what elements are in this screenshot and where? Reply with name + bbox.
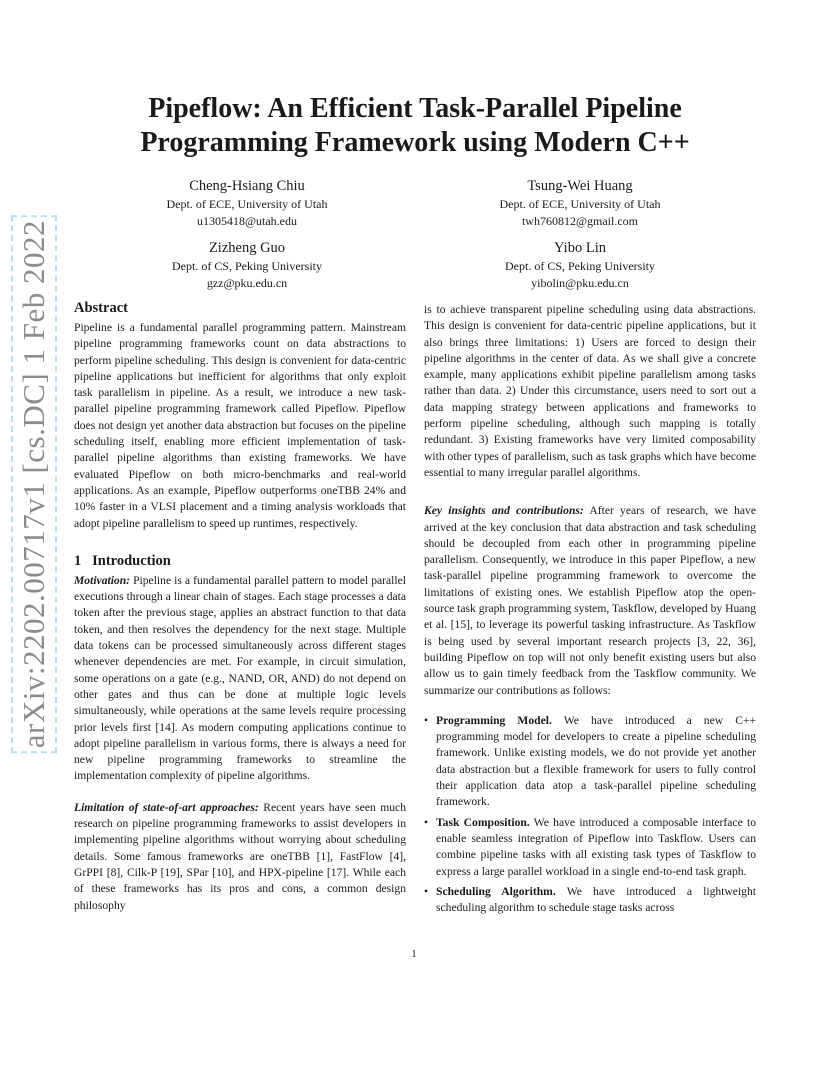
author-name: Yibo Lin: [554, 240, 606, 256]
author-email: gzz@pku.edu.cn: [206, 275, 288, 290]
contribution-text: We have introduced a lightweight scheduling algorithm to schedule stage tasks across: [436, 884, 756, 915]
author-email: twh760812@gmail.com: [521, 213, 639, 228]
author-name: Cheng-Hsiang Chiu: [189, 178, 305, 194]
contribution-label: Programming Model.: [436, 713, 552, 727]
motivation-text: Pipeline is a fundamental parallel pattern to model parallel executions through a linear chain of stages. Each stage processes a data token after the previous stage, applies an abstract function to that data token, and then resolves the dependency for the next stage. Multiple data tokens can be processed simultaneously across different stages whenever dependencies are met. For example, in circuit simulation, some operations on a gate (e.g., NAND, OR, AND) do not depend on other gates and thus can be done at multiple logic levels simultaneously, while operations at the same levels require processing prior levels first [14]. As modern computing applications continue to adopt pipeline parallelism in various forms, there is always a need for new pipeline programming frameworks to streamline the implementation complexity of pipeline algorithms.: [74, 573, 406, 783]
author-block: [97, 238, 397, 291]
author-name: Tsung-Wei Huang: [527, 178, 633, 194]
motivation-lead: Motivation:: [74, 573, 131, 587]
section-title: Introduction: [92, 552, 171, 569]
author-block: [430, 176, 730, 229]
author-affiliation: Dept. of ECE, University of Utah: [499, 197, 661, 211]
author-email: yibolin@pku.edu.cn: [531, 275, 629, 290]
motivation-paragraph: [74, 573, 406, 785]
left-column: [74, 299, 406, 914]
list-item: [424, 713, 756, 811]
arxiv-stamp: [6, 219, 62, 749]
right-column: [424, 302, 756, 920]
insights-paragraph: [424, 503, 756, 699]
abstract-heading: Abstract: [74, 300, 128, 316]
author-affiliation: Dept. of ECE, University of Utah: [166, 197, 328, 211]
author-affiliation: Dept. of CS, Peking University: [505, 259, 655, 273]
author-block: [430, 238, 730, 291]
list-item: [424, 815, 756, 880]
contribution-text: We have introduced a composable interface to enable seamless integration of Pipeflow into Taskflow. Users can combine pipeline tasks with all existing task types of Taskflow to express a large parallel workload in a single end-to-end task graph.: [436, 815, 756, 878]
limitation-lead: Limitation of state-of-art approaches:: [74, 800, 259, 814]
contribution-label: Scheduling Algorithm.: [436, 884, 556, 898]
continuation-paragraph: is to achieve transparent pipeline scheduling using data abstractions. This design is convenient for data-centric pipeline applications, but it also brings three limitations: 1) Users are forced to design their pipeline algorithms in the center of data. As we shall give a concrete example, many applications exhibit pipeline parallelism among tasks rather than data. 2) Under this circumstance, users need to sort out a data mapping strategy between applications and frameworks to perform pipeline scheduling, although such mapping is totally redundant. 3) Existing frameworks have very limited composability with other types of parallelism, such as task graphs which have become essential to many irregular parallel algorithms.: [424, 303, 756, 479]
contribution-label: Task Composition.: [436, 815, 530, 829]
contribution-text: We have introduced a new C++ programming model for developers to create a pipeline scheduling framework. Unlike existing models, we do not provide yet another data abstraction but a flexible framework for users to fully control their application data atop a task-parallel pipeline scheduling framework.: [436, 713, 757, 809]
paper-title: Pipeflow: An Efficient Task-Parallel Pipeline Programming Framework using Modern C++: [140, 93, 690, 158]
section-heading-introduction: [74, 552, 406, 570]
limitation-paragraph: [74, 800, 406, 914]
section-number: 1: [74, 552, 82, 569]
author-name: Zizheng Guo: [208, 240, 286, 256]
insights-lead: Key insights and contributions:: [424, 504, 584, 518]
author-affiliation: Dept. of CS, Peking University: [172, 259, 322, 273]
page-number: 1: [411, 948, 417, 960]
abstract-text: Pipeline is a fundamental parallel programming pattern. Mainstream pipeline programming frameworks count on data abstractions to perform pipeline scheduling. This design is convenient for data-centric pipeline applications but inefficient for algorithms that only exploit task parallelism in pipeline. As a result, we introduce a new task-parallel pipeline programming framework called Pipeflow. Pipeflow does not design yet another data abstraction but focuses on the pipeline scheduling itself, enabling more efficient implementation of task-parallel pipeline algorithms than existing frameworks. We have evaluated Pipeflow on both micro-benchmarks and real-world applications. As an example, Pipeflow outperforms oneTBB 24% and 10% faster in a VLSI placement and a timing analysis workloads that adopt pipeline parallelism to speed up runtimes, respectively.: [74, 321, 406, 530]
author-email: u1305418@utah.edu: [196, 213, 298, 228]
insights-text: After years of research, we have arrived at the key conclusion that data abstraction and task scheduling should be decoupled from each other in programming pipeline parallelism. Consequently, we introduce in this paper Pipeflow, a new task-parallel pipeline programming framework to overcome the limitations of existing ones. We establish Pipeflow atop the open-source task graph programming system, Taskflow, developed by Huang et al. [15], to leverage its powerful tasking infrastructure. As Taskflow is being used by several important research projects [3, 22, 36], building Pipeflow on top will not only benefit existing users but also allow us to gain timely feedback from the Taskflow community. We summarize our contributions as follows:: [424, 504, 756, 697]
author-block: [97, 176, 397, 229]
list-item: [424, 884, 756, 917]
limitation-text: Recent years have seen much research on pipeline programming frameworks to assist developers in implementing pipeline algorithms without worrying about scheduling details. Some famous frameworks are oneTBB [1], FastFlow [4], GrPPI [8], Cilk-P [19], SPar [10], and HPX-pipeline [17]. While each of these frameworks has its pros and cons, a common design philosophy: [74, 800, 406, 912]
arxiv-stamp-text: arXiv:2202.00717v1 [cs.DC] 1 Feb 2022: [16, 219, 51, 749]
contributions-list: [424, 713, 756, 917]
